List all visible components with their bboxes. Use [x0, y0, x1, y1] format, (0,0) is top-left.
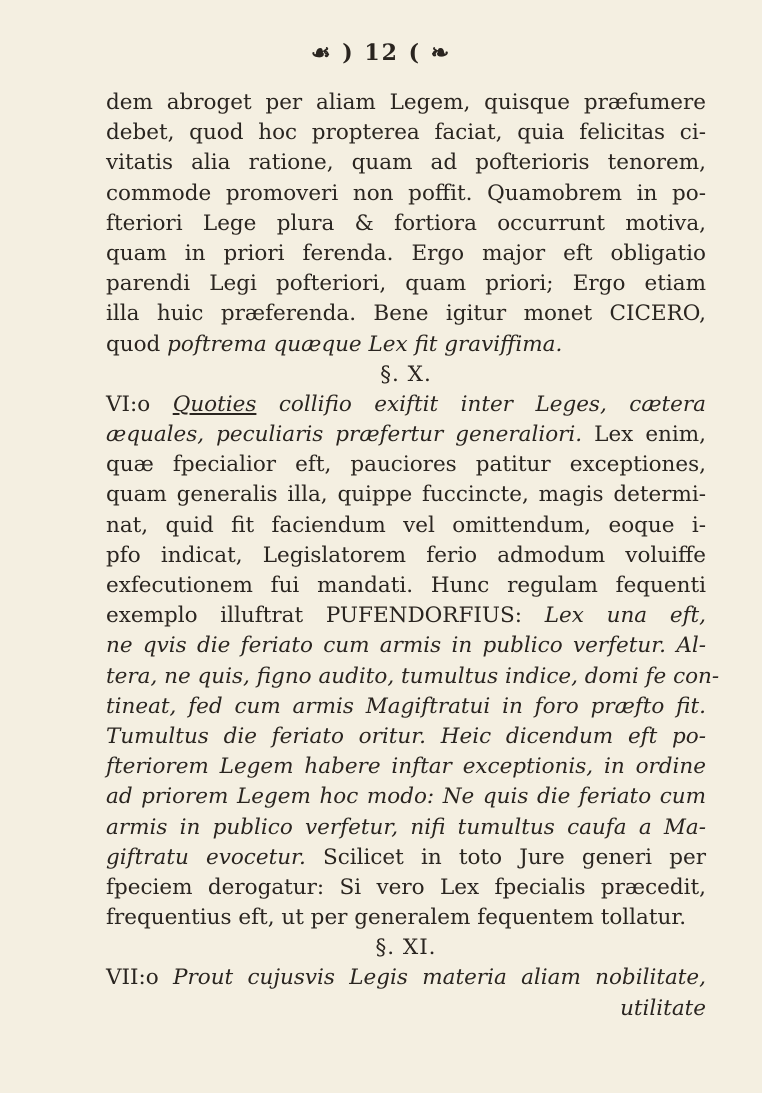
text-line	[106, 390, 706, 420]
text-run: Lex enim,	[582, 422, 706, 448]
italic-run: fteriorem Legem habere inftar exceptionis, in ordine	[106, 754, 706, 780]
italic-run: Heic dicendum eft po-	[426, 723, 706, 749]
text-line	[106, 601, 706, 631]
text-line	[106, 631, 706, 661]
text-line: nat, quid fit faciendum vel omittendum, eoque i-	[106, 512, 706, 538]
text-line	[106, 843, 706, 873]
text-line: quam in priori ferenda. Ergo major eft obligatio	[106, 240, 706, 266]
section-heading: §. X.	[380, 361, 432, 387]
text-line: exfecutionem fui mandati. Hunc regulam fequenti	[106, 573, 706, 598]
italic-run: æquales, peculiaris præfertur generaliori.	[106, 422, 583, 448]
italic-run: tera, ne quis, figno audito, tumultus indice, domi fe con-	[106, 663, 720, 689]
text-run: quod	[106, 331, 168, 357]
italic-run: ad priorem Legem hoc modo:	[106, 784, 435, 810]
italic-run: poftrema quæque Lex fit graviffima.	[167, 331, 563, 357]
text-line	[106, 662, 720, 692]
text-line: commode promoveri non poffit. Quamobrem in po-	[106, 180, 706, 206]
text-line	[106, 813, 706, 843]
italic-run: tineat, fed cum armis Magiftratui in foro præfto fit.	[106, 693, 706, 719]
italic-run: collifio exiftit inter Leges, cætera	[256, 391, 706, 417]
text-line: frequentius eft, ut per generalem fequentem tollatur.	[106, 905, 687, 931]
text-line: vitatis alia ratione, quam ad pofterioris tenorem,	[106, 150, 706, 176]
text-line	[106, 330, 706, 360]
text-run: Scilicet in toto Jure generi per	[305, 844, 706, 870]
italic-run: Prout cujusvis Legis materia aliam nobilitate,	[173, 965, 706, 991]
text-run: VI:o	[106, 391, 173, 417]
text-line: pfo indicat, Legislatorem ferio admodum voluiffe	[106, 542, 706, 568]
italic-run: utilitate	[620, 995, 706, 1021]
body-text	[106, 88, 720, 1024]
text-line: dem abroget per aliam Legem, quisque præfumere	[106, 90, 706, 115]
section-heading: §. XI.	[375, 935, 437, 961]
text-line	[106, 692, 706, 722]
catchword	[106, 994, 706, 1024]
page-header	[0, 40, 762, 66]
text-line: quæ fpecialior eft, pauciores patitur exceptiones,	[106, 452, 706, 478]
text-line: fteriori Lege plura & fortiora occurrunt motiva,	[106, 210, 706, 236]
italic-run: Lex una eft,	[522, 603, 707, 629]
text-line: parendi Legi pofteriori, quam priori; Ergo etiam	[106, 271, 706, 297]
text-line: quam generalis illa, quippe fuccincte, magis determi-	[106, 482, 706, 508]
text-run: exemplo illuftrat PUFENDORFIUS:	[106, 603, 523, 629]
text-line: debet, quod hoc propterea faciat, quia felicitas ci-	[106, 120, 706, 146]
italic-run: Al-	[666, 633, 706, 659]
right-ornament: ( ❧	[408, 40, 452, 66]
text-line	[106, 722, 706, 752]
text-line: fpeciem derogatur: Si vero Lex fpecialis præcedit,	[106, 874, 706, 900]
italic-run: Ne quis die feriato cum	[434, 784, 706, 810]
text-line	[106, 752, 706, 782]
text-run: VII:o	[106, 965, 173, 991]
italic-run: armis in publico verfetur, nifi tumultus caufa a Ma-	[106, 814, 706, 840]
text-line: illa huic præferenda. Bene igitur monet CICERO,	[106, 301, 706, 327]
text-line	[106, 420, 706, 450]
italic-run: Tumultus die feriato oritur.	[106, 723, 427, 749]
page-number: 12	[364, 40, 399, 66]
italic-run: Quoties	[172, 391, 257, 417]
italic-run: ne qvis die feriato cum armis in publico verfetur.	[106, 633, 667, 659]
italic-run: giftratu evocetur.	[106, 844, 306, 870]
text-line	[106, 782, 706, 812]
left-ornament: ☙ )	[310, 40, 355, 66]
text-line	[106, 963, 706, 993]
